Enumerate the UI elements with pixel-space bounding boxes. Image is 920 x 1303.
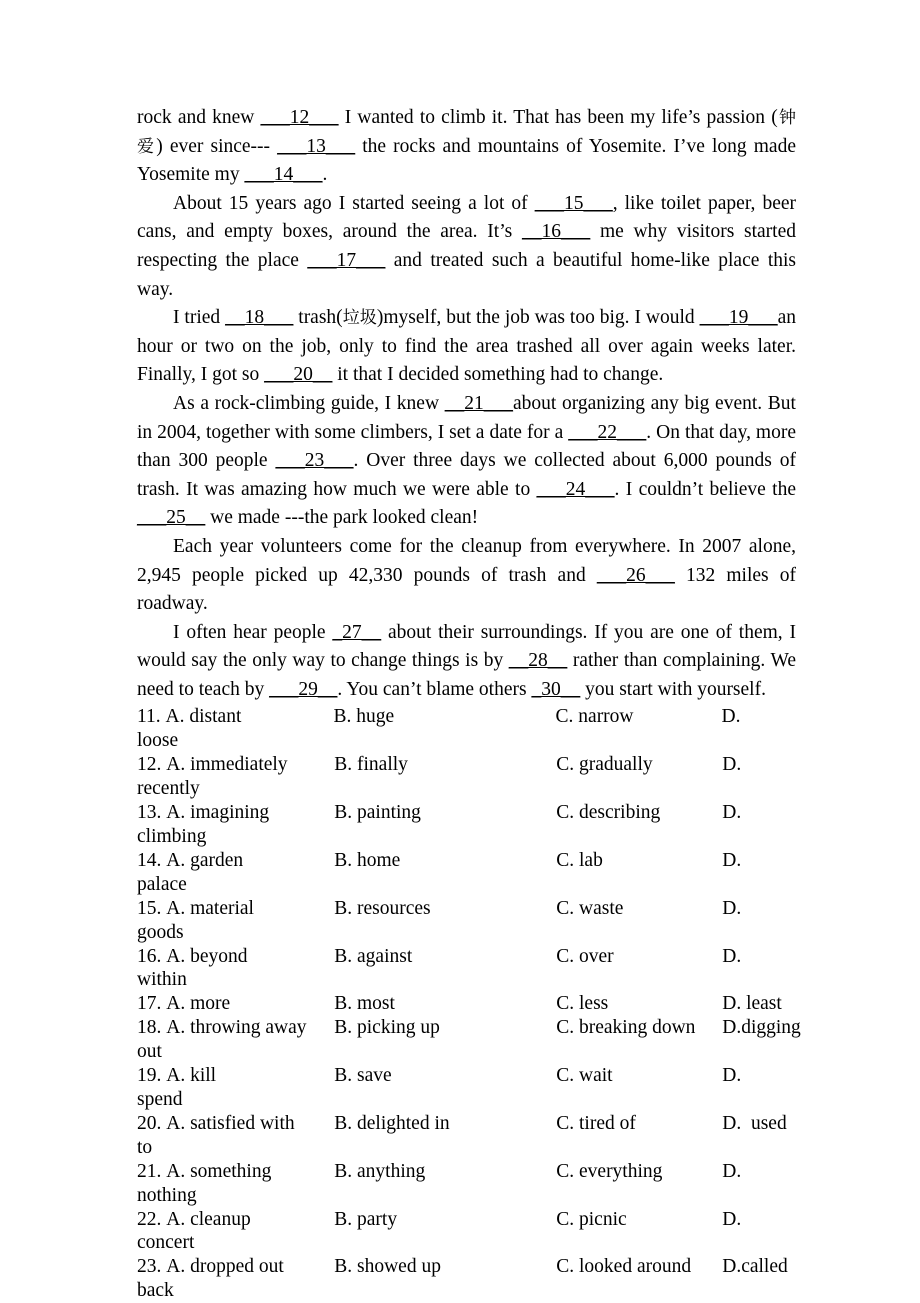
- question-number: 13.: [137, 802, 162, 824]
- option-d[interactable]: D. used: [722, 1112, 787, 1134]
- question-row: [137, 1255, 809, 1279]
- passage-text: I wanted to climb it. That has been my life’s passion (: [338, 107, 778, 128]
- option-d[interactable]: D.: [722, 1160, 742, 1182]
- question-row: [137, 705, 809, 729]
- option-a[interactable]: A. dropped out: [166, 1256, 284, 1278]
- passage-text: me why visitors started respecting the place: [137, 221, 796, 271]
- passage-text: trash(: [293, 307, 343, 329]
- question-number: 20.: [137, 1112, 162, 1134]
- option-c[interactable]: C. breaking down: [556, 1017, 696, 1039]
- passage-text: rather than complaining. We need to teach by: [137, 650, 796, 700]
- passage-text: the rocks and mountains of Yosemite. I’ve long made Yosemite my: [137, 135, 796, 186]
- option-d-continuation[interactable]: back: [137, 1280, 174, 1302]
- question-row: [137, 1016, 809, 1040]
- question-row: [137, 1208, 809, 1232]
- option-d-continuation[interactable]: climbing: [137, 826, 207, 847]
- option-b[interactable]: B. showed up: [334, 1256, 441, 1278]
- answer-blank[interactable]: ___22___: [568, 421, 647, 443]
- question-number: 16.: [137, 945, 162, 967]
- option-a[interactable]: A. more: [166, 993, 231, 1015]
- passage-text: .: [322, 164, 328, 186]
- passage-text: . On that day, more than 300 people: [137, 421, 796, 472]
- question-row: [137, 753, 809, 777]
- passage-text: we made ---the park looked clean!: [205, 507, 479, 529]
- question-row: [137, 1160, 809, 1184]
- option-d[interactable]: D.: [722, 1208, 742, 1230]
- option-a[interactable]: A. satisfied with: [166, 1112, 295, 1134]
- passage-text: Each year volunteers come for the cleanup from everywhere. In 2007 alone, 2,945 people picked up 42,330 pounds of trash and: [137, 535, 796, 586]
- question-row: [137, 801, 809, 825]
- passage-paragraph: [137, 190, 796, 304]
- passage-paragraph: [137, 533, 796, 619]
- option-d-continuation[interactable]: spend: [137, 1088, 183, 1110]
- option-d[interactable]: D.: [721, 706, 741, 728]
- option-c[interactable]: C. gradually: [556, 754, 653, 776]
- answer-blank[interactable]: ___24___: [536, 478, 615, 500]
- answer-blank[interactable]: ___20__: [264, 364, 333, 386]
- option-c[interactable]: C. wait: [556, 1065, 613, 1087]
- option-d-continuation[interactable]: to: [137, 1136, 153, 1158]
- option-b[interactable]: B. home: [334, 849, 401, 871]
- passage-text: you start with yourself.: [580, 678, 766, 700]
- option-b[interactable]: B. resources: [334, 897, 431, 919]
- option-d[interactable]: D.digging: [722, 1017, 801, 1039]
- option-c[interactable]: C. describing: [556, 802, 661, 824]
- passage-text: , like toilet paper, beer cans, and empty boxes, around the area. It’s: [137, 192, 796, 243]
- passage-text: About 15 years ago I started seeing a lot of: [173, 192, 535, 214]
- option-d-continuation[interactable]: loose: [137, 730, 179, 752]
- question-number: 11.: [137, 706, 161, 728]
- option-d-continuation[interactable]: within: [137, 969, 187, 991]
- question-row: [137, 945, 809, 969]
- answer-blank[interactable]: _30__: [531, 678, 581, 700]
- passage-text: about their surroundings. If you are one of them, I would say the only way to change things is by: [137, 621, 796, 672]
- answer-blank[interactable]: ___23___: [275, 450, 354, 472]
- answer-blank[interactable]: __28__: [508, 650, 568, 672]
- question-number: 23.: [137, 1256, 162, 1278]
- passage-text: I often hear people: [173, 621, 333, 643]
- question-list: [137, 705, 801, 1303]
- question-number: 12.: [137, 754, 162, 776]
- option-a[interactable]: A. beyond: [166, 945, 248, 967]
- option-c[interactable]: C. over: [556, 945, 614, 967]
- option-d-continuation[interactable]: out: [137, 1041, 162, 1063]
- option-d[interactable]: D.: [722, 849, 742, 871]
- option-d[interactable]: D.: [722, 802, 742, 824]
- option-d-continuation[interactable]: palace: [137, 873, 187, 895]
- option-d-continuation[interactable]: concert: [137, 1232, 195, 1254]
- answer-blank[interactable]: ___14___: [244, 164, 323, 186]
- passage-text: it that I decided something had to change.: [332, 364, 664, 386]
- passage-text: rock and knew: [137, 107, 261, 128]
- answer-blank[interactable]: ___17___: [307, 249, 386, 271]
- question-number: 19.: [137, 1065, 162, 1087]
- answer-blank[interactable]: ___13___: [277, 135, 356, 157]
- answer-blank[interactable]: __18___: [225, 307, 294, 329]
- passage-text: . You can’t blame others: [337, 678, 532, 700]
- option-d[interactable]: D.called: [722, 1256, 788, 1278]
- option-c[interactable]: C. lab: [556, 849, 603, 871]
- option-d-continuation[interactable]: recently: [137, 778, 200, 800]
- question-row: [137, 897, 809, 921]
- answer-blank[interactable]: ___12___: [260, 107, 339, 128]
- option-a[interactable]: A. distant: [165, 706, 242, 728]
- chinese-gloss: 钟爱: [137, 108, 797, 157]
- question-number: 14.: [137, 849, 162, 871]
- option-b[interactable]: B. picking up: [334, 1017, 440, 1039]
- answer-blank[interactable]: __16___: [521, 221, 591, 243]
- passage-text: As a rock-climbing guide, I knew: [173, 392, 445, 414]
- option-a[interactable]: A. material: [166, 897, 254, 919]
- option-d[interactable]: D. least: [722, 993, 782, 1015]
- option-a[interactable]: A. throwing away: [166, 1017, 307, 1039]
- passage-paragraph: [137, 104, 796, 190]
- option-c[interactable]: C. picnic: [556, 1208, 627, 1230]
- option-d[interactable]: D.: [722, 897, 742, 919]
- question-number: 21.: [137, 1160, 162, 1182]
- passage-text: 132 miles of roadway.: [137, 564, 796, 615]
- option-b[interactable]: B. anything: [334, 1160, 426, 1182]
- question-number: 17.: [137, 993, 162, 1015]
- passage-text: . I couldn’t believe the: [614, 478, 796, 500]
- option-b[interactable]: B. huge: [333, 706, 395, 728]
- question-row: [137, 992, 809, 1016]
- option-d[interactable]: D.: [722, 945, 742, 967]
- answer-blank[interactable]: ___25__: [137, 507, 206, 529]
- option-b[interactable]: B. finally: [334, 754, 408, 776]
- option-c[interactable]: C. narrow: [555, 706, 634, 728]
- chinese-gloss: 垃圾: [342, 308, 377, 329]
- answer-blank[interactable]: _27__: [332, 621, 382, 643]
- option-d-continuation[interactable]: nothing: [137, 1184, 197, 1206]
- option-b[interactable]: B. save: [334, 1065, 392, 1087]
- question-row: [137, 1112, 809, 1136]
- option-c[interactable]: C. looked around: [556, 1256, 692, 1278]
- option-a[interactable]: A. garden: [166, 849, 244, 871]
- option-a[interactable]: A. something: [166, 1160, 272, 1182]
- option-b[interactable]: B. against: [334, 945, 413, 967]
- passage-paragraph: [137, 619, 796, 705]
- option-c[interactable]: C. waste: [556, 897, 624, 919]
- option-b[interactable]: B. party: [334, 1208, 398, 1230]
- answer-blank[interactable]: ___19___: [699, 307, 778, 329]
- passage-paragraph: [137, 390, 796, 533]
- answer-blank[interactable]: ___29__: [269, 678, 338, 700]
- passage-text: an hour or two on the job, only to find the area trashed all over again weeks later. Finally, I got so: [137, 307, 796, 386]
- option-a[interactable]: A. immediately: [166, 754, 288, 776]
- option-a[interactable]: A. cleanup: [166, 1208, 251, 1230]
- question-row: [137, 1064, 809, 1088]
- option-b[interactable]: B. delighted in: [334, 1112, 450, 1134]
- question-row: [137, 849, 809, 873]
- question-number: 18.: [137, 1017, 162, 1039]
- passage-text: )myself, but the job was too big. I would: [376, 307, 700, 329]
- answer-blank[interactable]: ___15___: [534, 192, 613, 214]
- question-number: 15.: [137, 897, 162, 919]
- option-d-continuation[interactable]: goods: [137, 921, 184, 943]
- passage-text: and treated such a beautiful home-like place this way.: [137, 249, 796, 300]
- passage-text: about organizing any big event. But in 2004, together with some climbers, I set a date for a: [137, 392, 796, 443]
- passage-paragraph: [137, 304, 796, 390]
- answer-blank[interactable]: ___26___: [596, 564, 675, 586]
- option-b[interactable]: B. painting: [334, 802, 421, 824]
- option-b[interactable]: B. most: [334, 993, 395, 1015]
- passage-text: . Over three days we collected about 6,000 pounds of trash. It was amazing how much we were able to: [137, 450, 796, 500]
- option-c[interactable]: C. tired of: [556, 1112, 636, 1134]
- option-c[interactable]: C. less: [556, 993, 609, 1015]
- question-number: 22.: [137, 1208, 162, 1230]
- option-a[interactable]: A. imagining: [166, 802, 270, 824]
- option-d[interactable]: D.: [722, 754, 742, 776]
- passage-text: I tried: [173, 307, 226, 329]
- option-c[interactable]: C. everything: [556, 1160, 663, 1182]
- cloze-passage: [137, 104, 796, 704]
- answer-blank[interactable]: __21___: [444, 392, 513, 414]
- passage-text: ) ever since---: [156, 135, 278, 157]
- option-a[interactable]: A. kill: [166, 1065, 217, 1087]
- option-d[interactable]: D.: [722, 1065, 742, 1087]
